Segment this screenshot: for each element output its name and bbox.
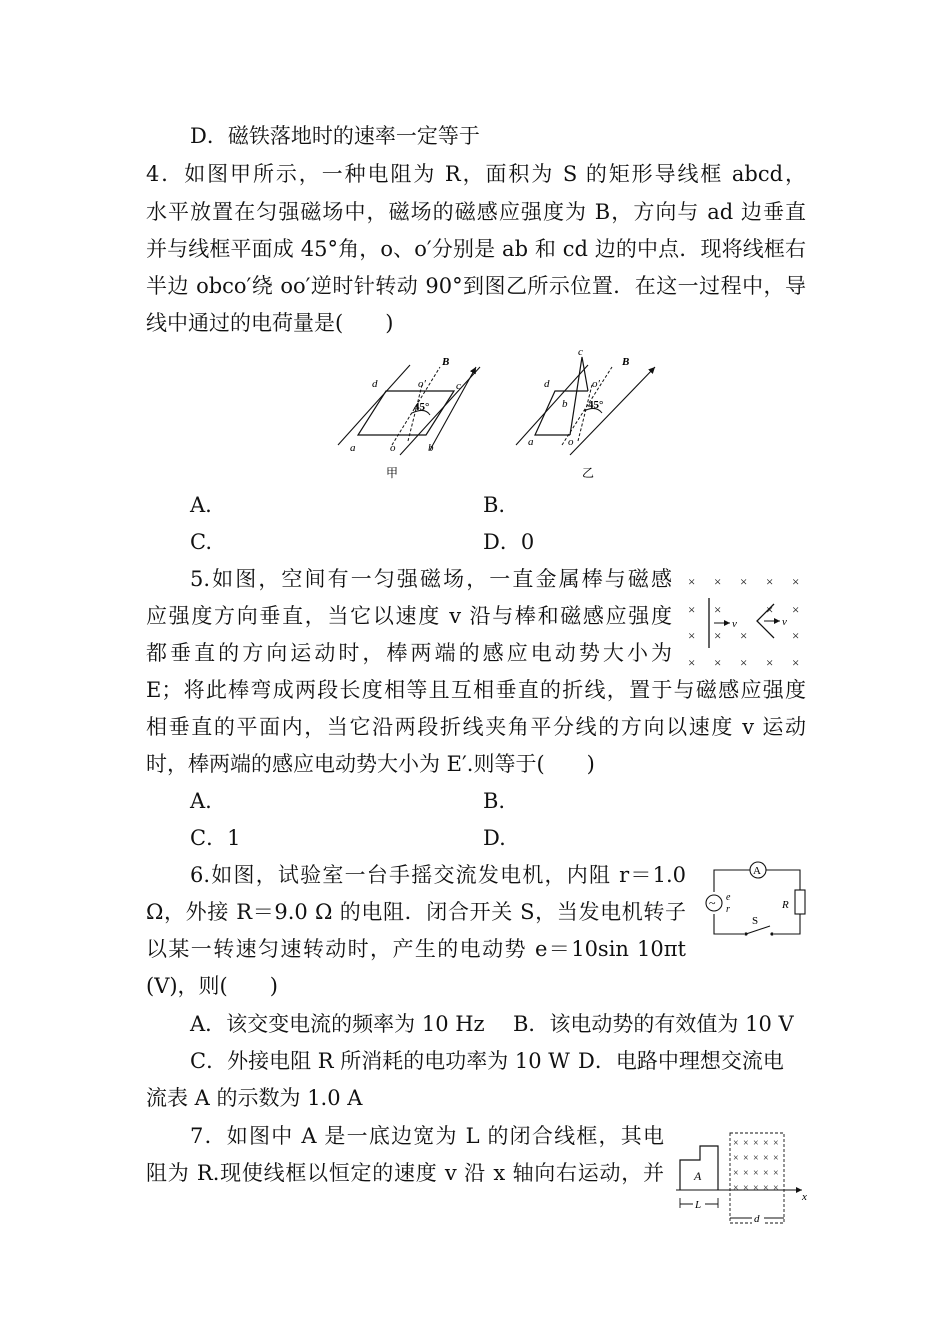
q7-width-label: L bbox=[695, 1199, 702, 1211]
q4-option-d: D．0 bbox=[483, 530, 535, 554]
q6-resistor-label: R bbox=[782, 899, 789, 911]
q4-figure-left bbox=[338, 356, 480, 480]
q6-switch-label: S bbox=[752, 915, 759, 927]
q5-line-3: 都垂直的方向运动时，棒两端的感应电动势大小为 bbox=[146, 641, 672, 665]
q4-line-4: 半边 obco′绕 oo′逆时针转动 90°到图乙所示位置．在这一过程中，导 bbox=[146, 274, 806, 298]
q4-right-label-b: b bbox=[562, 398, 568, 410]
svg-text:×: × bbox=[753, 1138, 759, 1149]
svg-text:×: × bbox=[740, 655, 748, 670]
q6-option-c: C．外接电阻 R 所消耗的电功率为 10 W bbox=[190, 1049, 570, 1073]
q4-caption-right: 乙 bbox=[582, 466, 595, 480]
q4-right-label-o: o bbox=[568, 436, 574, 448]
svg-text:×: × bbox=[714, 655, 722, 670]
q4-left-label-o: o bbox=[390, 442, 396, 454]
q4-line-2: 水平放置在匀强磁场中，磁场的磁感应强度为 B，方向与 ad 边垂直 bbox=[146, 200, 806, 224]
svg-text:×: × bbox=[773, 1153, 779, 1164]
svg-text:×: × bbox=[733, 1138, 739, 1149]
svg-text:×: × bbox=[763, 1183, 769, 1194]
svg-text:×: × bbox=[753, 1168, 759, 1179]
q6-figure bbox=[700, 858, 814, 946]
svg-text:×: × bbox=[688, 602, 696, 617]
svg-text:×: × bbox=[792, 602, 800, 617]
q5-line-1: 5.如图，空间有一匀强磁场，一直金属棒与磁感 bbox=[190, 567, 672, 591]
q5-option-a: A. bbox=[190, 789, 212, 813]
q6-ammeter-label: A bbox=[753, 865, 761, 877]
svg-text:×: × bbox=[753, 1183, 759, 1194]
q4-caption-left: 甲 bbox=[386, 466, 399, 480]
q4-line-3: 并与线框平面成 45°角，o、o′分别是 ab 和 cd 边的中点．现将线框右 bbox=[146, 237, 806, 261]
q7-line-1: 7．如图中 A 是一底边宽为 L 的闭合线框，其电 bbox=[190, 1124, 664, 1148]
svg-text:×: × bbox=[733, 1168, 739, 1179]
q7-field-crosses bbox=[733, 1138, 779, 1194]
q5-line-4: E；将此棒弯成两段长度相等且互相垂直的折线，置于与磁感应强度 bbox=[146, 678, 806, 702]
q5-option-b: B. bbox=[483, 789, 506, 813]
svg-text:×: × bbox=[743, 1183, 749, 1194]
q7-figure bbox=[674, 1128, 814, 1228]
svg-text:×: × bbox=[688, 655, 696, 670]
svg-text:×: × bbox=[714, 574, 722, 589]
svg-text:×: × bbox=[714, 628, 722, 643]
q5-line-5: 相垂直的平面内，当它沿两段折线夹角平分线的方向以速度 v 运动 bbox=[146, 715, 806, 739]
q4-option-a: A. bbox=[190, 493, 212, 517]
q4-left-label-o-prime: o′ bbox=[418, 378, 426, 390]
svg-text:×: × bbox=[766, 655, 774, 670]
svg-text:×: × bbox=[688, 628, 696, 643]
svg-text:×: × bbox=[792, 655, 800, 670]
q6-option-a: A．该交变电流的频率为 10 Hz bbox=[190, 1012, 485, 1036]
q6-internal-label: r bbox=[726, 904, 730, 915]
svg-text:×: × bbox=[792, 574, 800, 589]
svg-text:×: × bbox=[792, 628, 800, 643]
svg-text:×: × bbox=[743, 1153, 749, 1164]
svg-text:×: × bbox=[763, 1138, 769, 1149]
svg-text:×: × bbox=[753, 1153, 759, 1164]
svg-text:×: × bbox=[773, 1138, 779, 1149]
q5-figure bbox=[682, 568, 810, 672]
q7-frame-A bbox=[680, 1146, 718, 1190]
q6-source-symbol: ~ bbox=[709, 896, 716, 910]
q5-v-label-2: v bbox=[782, 616, 787, 628]
svg-text:×: × bbox=[763, 1168, 769, 1179]
q6-resistor-symbol bbox=[795, 890, 805, 914]
q7-axis-label: x bbox=[802, 1191, 807, 1203]
svg-text:×: × bbox=[714, 602, 722, 617]
q6-emf-label: e bbox=[726, 892, 731, 903]
q4-left-label-c: c bbox=[456, 380, 461, 392]
q6-line-2: Ω，外接 R＝9.0 Ω 的电阻．闭合开关 S，当发电机转子 bbox=[146, 900, 686, 924]
q7-line-2: 阻为 R.现使线框以恒定的速度 v 沿 x 轴向右运动，并 bbox=[146, 1161, 664, 1185]
svg-text:×: × bbox=[743, 1168, 749, 1179]
q4-option-c: C. bbox=[190, 530, 212, 554]
q4-right-label-c: c bbox=[578, 346, 583, 358]
q4-option-b: B. bbox=[483, 493, 506, 517]
q5-v-label-1: v bbox=[732, 618, 737, 630]
q5-line-2: 应强度方向垂直，当它以速度 v 沿与棒和磁感应强度 bbox=[146, 604, 672, 628]
q4-left-label-B: B bbox=[442, 356, 450, 368]
q4-right-label-o-prime: o′ bbox=[592, 378, 600, 390]
svg-text:×: × bbox=[733, 1183, 739, 1194]
q4-right-label-B: B bbox=[622, 356, 630, 368]
q4-line-5: 线中通过的电荷量是( ) bbox=[146, 311, 394, 335]
q4-left-angle: 45° bbox=[414, 401, 430, 413]
q5-option-d: D. bbox=[483, 826, 506, 850]
q4-figure bbox=[330, 345, 670, 485]
q4-line-1: 4．如图甲所示，一种电阻为 R，面积为 S 的矩形导线框 abcd， bbox=[146, 162, 806, 186]
q7-field-width-label: d bbox=[754, 1213, 760, 1225]
q3-option-d: D．磁铁落地时的速率一定等于 bbox=[190, 124, 480, 148]
q4-left-label-b: b bbox=[428, 442, 434, 454]
q6-line-3: 以某一转速匀速转动时，产生的电动势 e＝10sin 10πt bbox=[146, 937, 686, 961]
q7-frame-label: A bbox=[694, 1169, 702, 1183]
svg-text:×: × bbox=[740, 628, 748, 643]
q4-right-angle: 45° bbox=[588, 399, 604, 411]
q4-left-label-d: d bbox=[372, 378, 378, 390]
q6-line-1: 6.如图，试验室一台手摇交流发电机，内阻 r＝1.0 bbox=[190, 863, 686, 887]
q4-right-label-a: a bbox=[528, 436, 534, 448]
q4-left-label-a: a bbox=[350, 442, 356, 454]
svg-text:×: × bbox=[740, 574, 748, 589]
svg-text:×: × bbox=[743, 1138, 749, 1149]
q6-option-b: B．该电动势的有效值为 10 V bbox=[513, 1012, 794, 1036]
svg-text:×: × bbox=[766, 574, 774, 589]
q6-option-d: D．电路中理想交流电 bbox=[578, 1049, 784, 1073]
q5-line-6: 时，棒两端的感应电动势大小为 E′.则等于( ) bbox=[146, 752, 595, 776]
svg-text:×: × bbox=[763, 1153, 769, 1164]
q4-right-label-d: d bbox=[544, 378, 550, 390]
q6-option-d-continued: 流表 A 的示数为 1.0 A bbox=[146, 1086, 363, 1110]
q4-figure-right bbox=[516, 346, 655, 480]
q5-option-c: C．1 bbox=[190, 826, 241, 850]
q6-line-4: (V)，则( ) bbox=[146, 974, 278, 998]
svg-text:×: × bbox=[773, 1183, 779, 1194]
svg-text:×: × bbox=[733, 1153, 739, 1164]
svg-text:×: × bbox=[688, 574, 696, 589]
svg-text:×: × bbox=[766, 602, 774, 617]
svg-text:×: × bbox=[773, 1168, 779, 1179]
